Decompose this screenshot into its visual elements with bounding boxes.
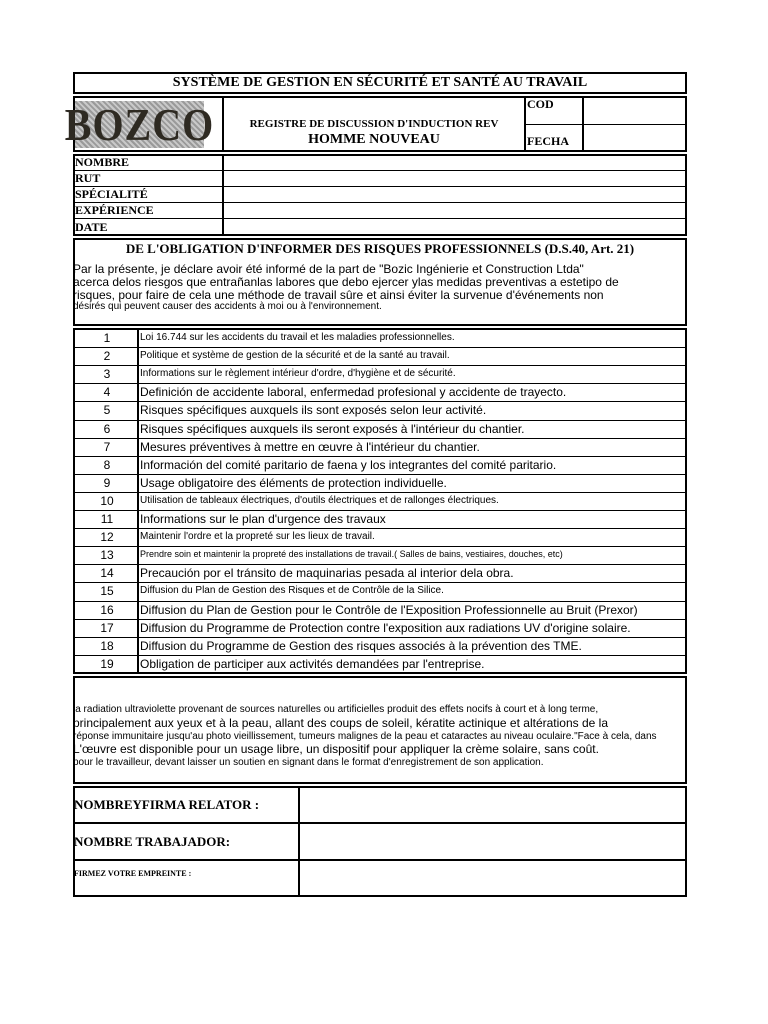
- date-label: DATE: [75, 220, 108, 234]
- item-text: Informations sur le règlement intérieur d'ordre, d'hygiène et de sécurité.: [140, 368, 456, 379]
- trabajador-signature-field[interactable]: [301, 825, 685, 858]
- bozco-logo: BOZCO: [64, 98, 215, 151]
- item-number: 13: [100, 548, 114, 562]
- nombre-field[interactable]: [224, 156, 686, 170]
- item-number: 3: [103, 367, 111, 381]
- item-number: 7: [103, 440, 111, 454]
- experience-field[interactable]: [224, 204, 686, 218]
- item-text: Usage obligatoire des éléments de protection individuelle.: [140, 476, 447, 490]
- item-number: 1: [103, 331, 111, 345]
- relator-label: NOMBREYFIRMA RELATOR :: [74, 797, 260, 812]
- experience-label: EXPÉRIENCE: [75, 203, 154, 217]
- date-field[interactable]: [224, 220, 686, 234]
- solar-line-3: principalement aux yeux et à la peau, allant des coups de soleil, kératite actinique et altérations de la: [73, 716, 608, 730]
- item-text: Utilisation de tableaux électriques, d'outils électriques et de rallonges électriques.: [140, 495, 499, 506]
- system-title: SYSTÈME DE GESTION EN SÉCURITÉ ET SANTÉ AU TRAVAIL: [172, 75, 588, 90]
- item-text: Politique et système de gestion de la sécurité et de la santé au travail.: [140, 350, 450, 361]
- item-number: 16: [100, 603, 114, 617]
- solar-line-6: pour le travailleur, devant laisser un soutien en signant dans le format d'enregistrement de son application.: [73, 757, 544, 768]
- item-text: Obligation de participer aux activités demandées par l'entreprise.: [140, 657, 485, 671]
- relator-signature-field[interactable]: [301, 789, 685, 821]
- item-text: Diffusion du Programme de Gestion des risques associés à la prévention des TME.: [140, 639, 582, 653]
- obligation-line-1: Par la présente, je déclare avoir été informé de la part de "Bozic Ingénierie et Construction Ltda": [73, 262, 584, 276]
- cod-label: COD: [527, 97, 554, 111]
- item-text: Diffusion du Plan de Gestion pour le Contrôle de l'Exposition Professionnelle au Bruit (Prexor): [140, 603, 638, 617]
- item-number: 8: [103, 458, 111, 472]
- item-text: Risques spécifiques auxquels ils seront exposés à l'intérieur du chantier.: [140, 422, 525, 436]
- item-text: Mesures préventives à mettre en œuvre à l'intérieur du chantier.: [140, 440, 480, 454]
- item-text: Definición de accidente laboral, enfermedad profesional y accidente de trayecto.: [140, 385, 567, 399]
- item-number: 2: [103, 349, 111, 363]
- obligation-line-4: désirés qui peuvent causer des accidents à moi ou à l'environnement.: [73, 301, 382, 312]
- item-number: 18: [100, 639, 114, 653]
- specialite-field[interactable]: [224, 188, 686, 202]
- item-number: 6: [103, 422, 111, 436]
- item-text: Diffusion du Plan de Gestion des Risques et de Contrôle de la Silice.: [140, 585, 444, 596]
- item-number: 14: [100, 566, 114, 580]
- item-number: 17: [100, 621, 114, 635]
- item-text: Prendre soin et maintenir la propreté des installations de travail.( Salles de bains, vestiaires, douches, etc): [140, 549, 563, 559]
- solar-line-4: réponse immunitaire jusqu'au photo vieillissement, tumeurs malignes de la peau et cataractes au niveau oculaire."Face à cela, dans: [73, 731, 657, 742]
- item-number: 5: [103, 403, 111, 417]
- rut-field[interactable]: [224, 172, 686, 186]
- fecha-label: FECHA: [527, 134, 569, 148]
- item-text: Loi 16.744 sur les accidents du travail et les maladies professionnelles.: [140, 332, 455, 343]
- nombre-label: NOMBRE: [75, 155, 129, 169]
- empreinte-field[interactable]: [301, 862, 685, 895]
- item-text: Precaución por el tránsito de maquinarias pesada al interior dela obra.: [140, 566, 514, 580]
- cod-value-field[interactable]: [584, 98, 686, 124]
- trabajador-label: NOMBRE TRABAJADOR:: [74, 834, 231, 849]
- register-title: REGISTRE DE DISCUSSION D'INDUCTION REV HOMME NOUVEAU: [249, 118, 499, 147]
- item-number: 19: [100, 657, 114, 671]
- obligation-title: DE L'OBLIGATION D'INFORMER DES RISQUES PROFESSIONNELS (D.S.40, Art. 21): [125, 241, 635, 256]
- empreinte-label: FIRMEZ VOTRE EMPREINTE :: [74, 869, 192, 878]
- item-number: 15: [100, 584, 114, 598]
- rut-label: RUT: [75, 171, 101, 185]
- specialite-label: SPÉCIALITÉ: [75, 187, 148, 201]
- item-text: Risques spécifiques auxquels ils sont exposés selon leur activité.: [140, 403, 487, 417]
- item-text: Información del comité paritario de faena y los integrantes del comité paritario.: [140, 458, 557, 472]
- solar-line-2: la radiation ultraviolette provenant de sources naturelles ou artificielles produit des effets nocifs à court et à long terme,: [73, 704, 599, 715]
- item-number: 4: [103, 385, 111, 399]
- obligation-line-2: acerca delos riesgos que entrañanlas labores que debo ejercer ylas medidas preventivas a estetipo de: [73, 275, 619, 289]
- item-number: 11: [100, 512, 114, 526]
- item-text: Maintenir l'ordre et la propreté sur les lieux de travail.: [140, 531, 375, 542]
- item-text: Diffusion du Programme de Protection contre l'exposition aux radiations UV d'origine solaire.: [140, 621, 631, 635]
- item-text: Informations sur le plan d'urgence des travaux: [140, 512, 386, 526]
- item-number: 12: [100, 530, 114, 544]
- obligation-line-3: risques, pour faire de cela une méthode de travail sûre et ainsi éviter la survenue d'événements non: [73, 288, 604, 302]
- fecha-value-field[interactable]: [584, 126, 686, 151]
- item-number: 9: [103, 476, 111, 490]
- solar-line-5: L'œuvre est disponible pour un usage libre, un dispositif pour appliquer la crème solaire, sans coût.: [73, 742, 599, 756]
- item-number: 10: [100, 494, 114, 508]
